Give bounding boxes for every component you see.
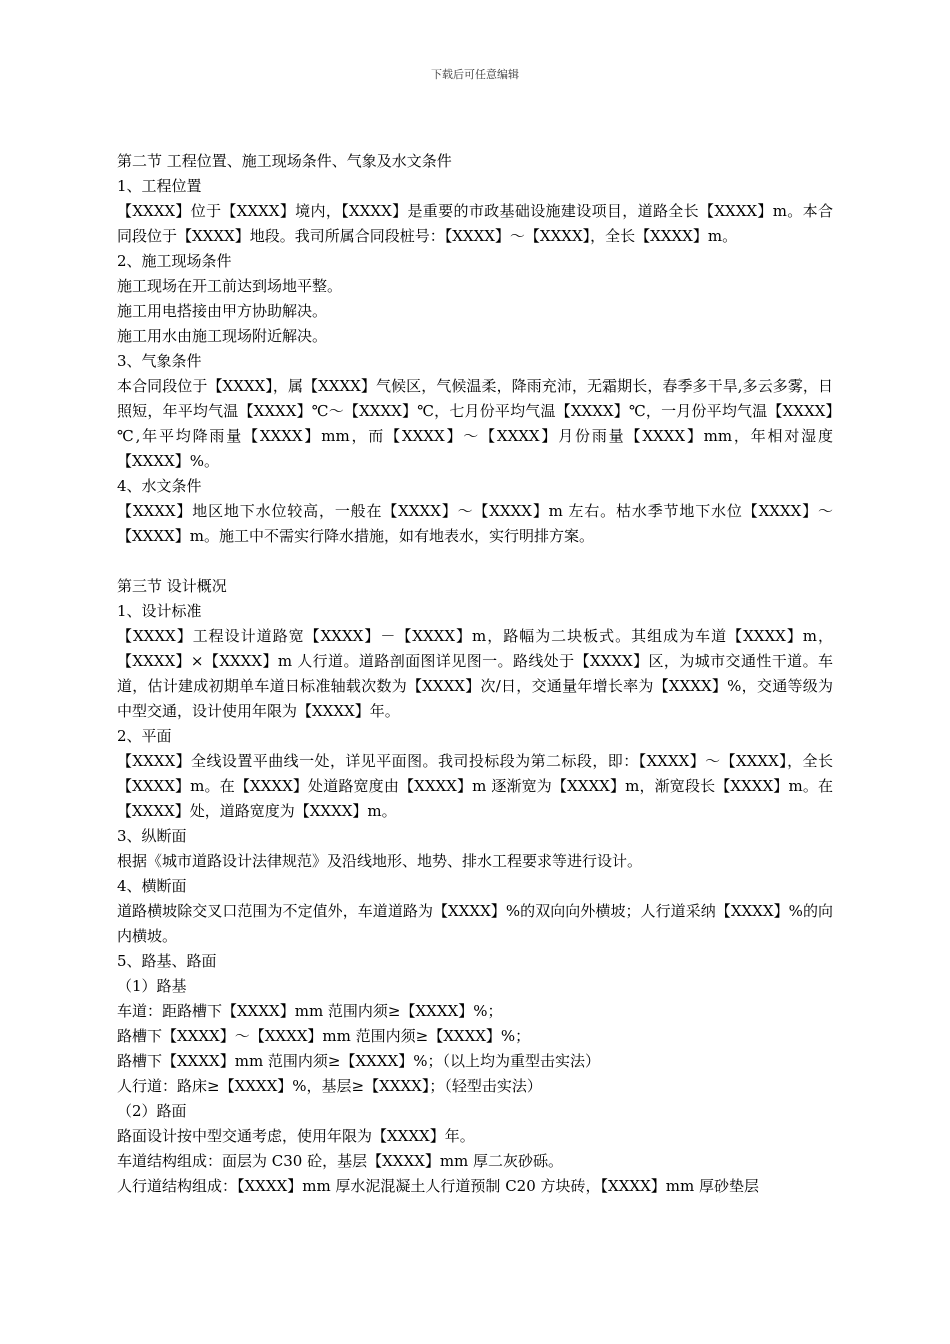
roadbed-line: 路槽下【XXXX】～【XXXX】mm 范围内须≥【XXXX】%； — [117, 1027, 531, 1045]
section-2-1-title: 1、工程位置 — [117, 177, 202, 195]
section-2-2-line: 施工现场在开工前达到场地平整。 — [117, 277, 343, 295]
document-body — [117, 149, 833, 1199]
section-3-3-text: 根据《城市道路设计法律规范》及沿线地形、地势、排水工程要求等进行设计。 — [117, 852, 643, 870]
section-2-2-line: 施工用电搭接由甲方协助解决。 — [117, 302, 328, 320]
page-header: 下载后可任意编辑 — [431, 68, 519, 81]
pavement-line: 人行道结构组成：【XXXX】mm 厚水泥混凝土人行道预制 C20 方块砖，【XXXX】mm 厚砂垫层 — [117, 1177, 759, 1195]
section-3-title: 第三节 设计概况 — [117, 577, 227, 595]
section-3-3-title: 3、纵断面 — [117, 827, 187, 845]
subsection-roadbed-title: （1）路基 — [117, 977, 187, 995]
section-3-4-text: 道路横坡除交叉口范围为不定值外，车道道路为【XXXX】%的双向向外横坡；人行道采纳【XXXX】%的向内横坡。 — [117, 902, 833, 945]
pavement-line: 车道结构组成：面层为 C30 砼，基层【XXXX】mm 厚二灰砂砾。 — [117, 1152, 564, 1170]
section-3-4-title: 4、横断面 — [117, 877, 187, 895]
section-3-2-title: 2、平面 — [117, 727, 172, 745]
subsection-pavement-title: （2）路面 — [117, 1102, 187, 1120]
roadbed-line: 车道：距路槽下【XXXX】mm 范围内须≥【XXXX】%； — [117, 1002, 503, 1020]
section-3-5-title: 5、路基、路面 — [117, 952, 217, 970]
section-spacer — [117, 549, 833, 574]
section-2-2-line: 施工用水由施工现场附近解决。 — [117, 327, 328, 345]
section-3-2-text: 【XXXX】全线设置平曲线一处，详见平面图。我司投标段为第二标段，即：【XXXX】～【XXXX】，全长【XXXX】m。在【XXXX】处道路宽度由【XXXX】m 逐渐宽为【XXXX】m，渐宽段长【XXXX】m。在【XXXX】处，道路宽度为【XXXX】m。 — [117, 752, 833, 820]
section-2-3-text: 本合同段位于【XXXX】，属【XXXX】气候区，气候温柔，降雨充沛，无霜期长，春季多干旱,多云多雾，日照短，年平均气温【XXXX】℃～【XXXX】℃，七月份平均气温【XXXX】℃，一月份平均气温【XXXX】℃,年平均降雨量【XXXX】mm，而【XXXX】～【XXXX】月份雨量【XXXX】mm，年相对湿度【XXXX】%。 — [117, 377, 833, 470]
roadbed-line: 路槽下【XXXX】mm 范围内须≥【XXXX】%；（以上均为重型击实法） — [117, 1052, 600, 1070]
section-2-4-text: 【XXXX】地区地下水位较高，一般在【XXXX】～【XXXX】m 左右。枯水季节地下水位【XXXX】～【XXXX】m。施工中不需实行降水措施，如有地表水，实行明排方案。 — [117, 502, 833, 545]
section-2-2-title: 2、施工现场条件 — [117, 252, 232, 270]
section-3-1-title: 1、设计标准 — [117, 602, 202, 620]
section-3-1-text: 【XXXX】工程设计道路宽【XXXX】－【XXXX】m，路幅为二块板式。其组成为车道【XXXX】m，【XXXX】×【XXXX】m 人行道。道路剖面图详见图一。路线处于【XXXX】区，为城市交通性干道。车道，估计建成初期单车道日标准轴载次数为【XXXX】次/日，交通量年增长率为【XXXX】%，交通等级为中型交通，设计使用年限为【XXXX】年。 — [117, 627, 833, 720]
roadbed-line: 人行道：路床≥【XXXX】%，基层≥【XXXX】；（轻型击实法） — [117, 1077, 542, 1095]
section-2-4-title: 4、水文条件 — [117, 477, 202, 495]
section-2-3-title: 3、气象条件 — [117, 352, 202, 370]
section-2-1-text: 【XXXX】位于【XXXX】境内，【XXXX】是重要的市政基础设施建设项目，道路全长【XXXX】m。本合同段位于【XXXX】地段。我司所属合同段桩号：【XXXX】～【XXXX】，全长【XXXX】m。 — [117, 202, 833, 245]
section-2-title: 第二节 工程位置、施工现场条件、气象及水文条件 — [117, 152, 452, 170]
pavement-line: 路面设计按中型交通考虑，使用年限为【XXXX】年。 — [117, 1127, 475, 1145]
